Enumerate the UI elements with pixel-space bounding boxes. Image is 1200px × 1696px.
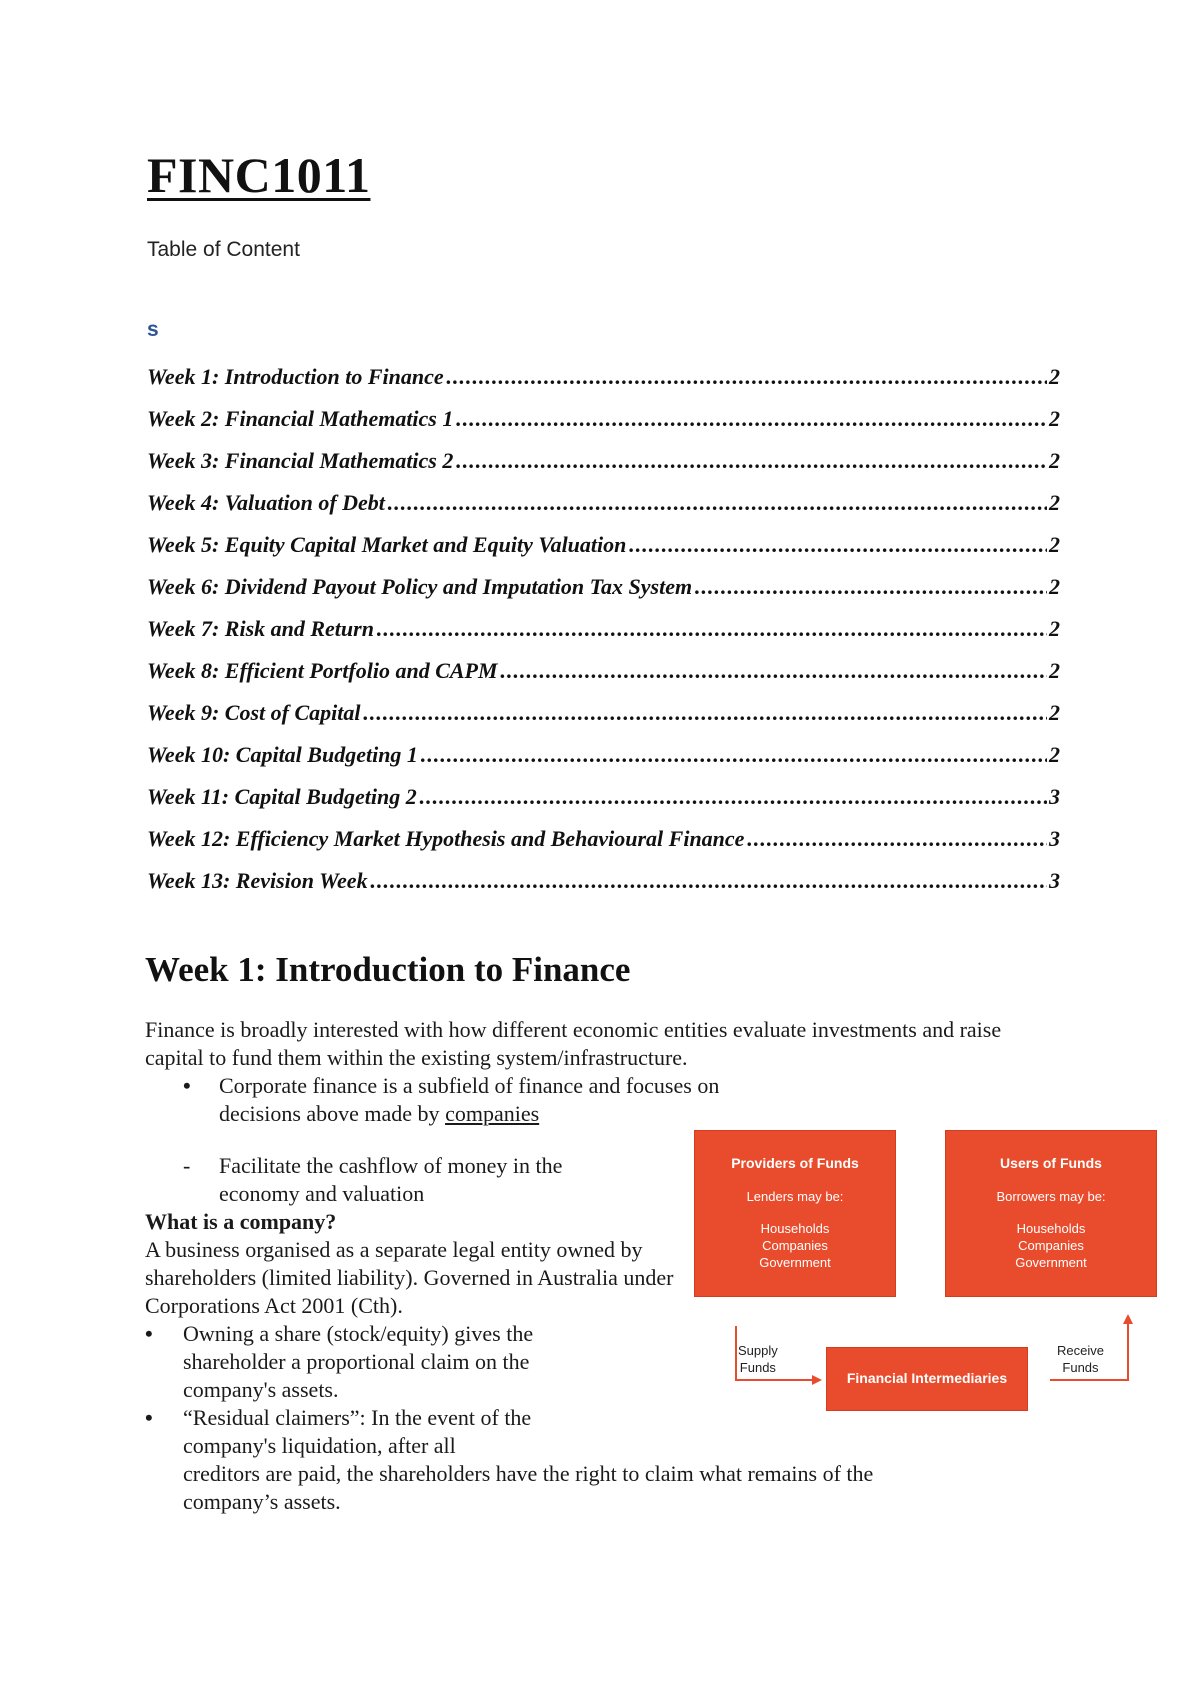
bullet-text [183, 1404, 923, 1516]
box-list-item: Households [1016, 1221, 1086, 1236]
box-list [695, 1220, 895, 1271]
toc-entry-week-2[interactable] [147, 406, 1060, 448]
supply-funds-label [738, 1342, 778, 1376]
toc-leader-dots [420, 742, 1047, 768]
box-list-item: Companies [1018, 1238, 1084, 1253]
toc-entry-label: Week 12: Efficiency Market Hypothesis and Behavioural Finance [147, 826, 745, 851]
toc-entry-page: 2 [1049, 406, 1060, 431]
toc-entry-page: 2 [1049, 448, 1060, 473]
bullet-text-line-1: “Residual claimers”: In the event of the company's liquidation, after all [183, 1405, 532, 1458]
receive-funds-label [1057, 1342, 1104, 1376]
toc-entry-week-5[interactable] [147, 532, 1060, 574]
toc-entry-week-8[interactable] [147, 658, 1060, 700]
toc-entry-label: Week 4: Valuation of Debt [147, 490, 385, 515]
toc-entry-label: Week 10: Capital Budgeting 1 [147, 742, 418, 767]
toc-entry-label: Week 6: Dividend Payout Policy and Imputation Tax System [147, 574, 693, 599]
toc-entry-label: Week 13: Revision Week [147, 868, 368, 893]
toc-entry-week-12[interactable] [147, 826, 1060, 868]
toc-leader-dots [376, 616, 1047, 642]
toc-entry-week-6[interactable] [147, 574, 1060, 616]
toc-entry-week-3[interactable] [147, 448, 1060, 490]
toc-entry-week-9[interactable] [147, 700, 1060, 742]
toc-leader-dots [628, 532, 1047, 558]
toc-entry-page: 3 [1049, 784, 1060, 809]
box-subtitle: Borrowers may be: [996, 1189, 1106, 1204]
toc-leader-dots [370, 868, 1047, 894]
toc-entry-week-4[interactable] [147, 490, 1060, 532]
dash-text: Facilitate the cashflow of money in the economy and valuation [219, 1153, 563, 1206]
toc-entry-label: Week 2: Financial Mathematics 1 [147, 406, 454, 431]
toc-entry-week-11[interactable] [147, 784, 1060, 826]
toc-heading: Table of Content [147, 238, 300, 261]
users-of-funds-box [945, 1130, 1157, 1297]
toc-leader-dots [419, 784, 1047, 810]
box-title: Users of Funds [1000, 1155, 1102, 1171]
toc-entry-page: 2 [1049, 742, 1060, 767]
toc-entry-page: 3 [1049, 826, 1060, 851]
toc-entry-page: 3 [1049, 868, 1060, 893]
label-line: Funds [1062, 1360, 1099, 1375]
dash-icon: - [183, 1153, 191, 1178]
toc-entry-page: 2 [1049, 490, 1060, 515]
document-title: FINC1011 [147, 147, 371, 203]
supply-arrowhead [812, 1375, 822, 1385]
bullet-text: Owning a share (stock/equity) gives the shareholder a proportional claim on the company's assets. [183, 1321, 534, 1402]
toc-entry-page: 2 [1049, 574, 1060, 599]
providers-of-funds-box [694, 1130, 896, 1297]
toc-entry-page: 2 [1049, 658, 1060, 683]
toc-leader-dots [500, 658, 1047, 684]
toc-leader-dots [746, 826, 1047, 852]
toc-entry-label: Week 8: Efficient Portfolio and CAPM [147, 658, 498, 683]
toc-leader-dots [387, 490, 1047, 516]
box-title: Financial Intermediaries [846, 1370, 1008, 1386]
label-line: Supply [738, 1343, 778, 1358]
toc-leader-dots [694, 574, 1047, 600]
box-list-item: Government [759, 1255, 831, 1270]
financial-intermediaries-box [826, 1347, 1028, 1411]
intro-paragraph: Finance is broadly interested with how different economic entities evaluate investments and raise capital to fund them within the existing system/infrastructure. [145, 1017, 1002, 1070]
bullet-icon: • [145, 1321, 153, 1346]
toc-leader-dots [455, 448, 1047, 474]
section-heading-week-1: Week 1: Introduction to Finance [145, 950, 631, 989]
toc-entry-page: 2 [1049, 616, 1060, 641]
company-definition: A business organised as a separate legal entity owned by shareholders (limited liability). Governed in Australia under Corporations Act 2001 (Cth). [145, 1237, 674, 1318]
toc-entry-week-7[interactable] [147, 616, 1060, 658]
subheading-what-is-company: What is a company? [145, 1209, 337, 1234]
toc-entry-label: Week 3: Financial Mathematics 2 [147, 448, 454, 473]
toc-entry-label: Week 11: Capital Budgeting 2 [147, 784, 417, 809]
box-subtitle: Lenders may be: [746, 1189, 844, 1204]
bullet-icon: • [183, 1073, 191, 1098]
toc-leader-dots [455, 406, 1047, 432]
box-list-item: Companies [762, 1238, 828, 1253]
label-line: Funds [739, 1360, 776, 1375]
toc-entry-week-1[interactable] [147, 364, 1060, 406]
box-list-item: Households [760, 1221, 830, 1236]
companies-link[interactable]: companies [445, 1101, 540, 1126]
toc-entry-label: Week 1: Introduction to Finance [147, 364, 444, 389]
toc-entry-page: 2 [1049, 700, 1060, 725]
toc-entry-label: Week 5: Equity Capital Market and Equity Valuation [147, 532, 627, 557]
bullet-icon: • [145, 1405, 153, 1430]
toc-heading-continuation: s [147, 318, 159, 341]
toc-entry-page: 2 [1049, 364, 1060, 389]
flow-of-funds-diagram [690, 1130, 1180, 1420]
label-line: Receive [1057, 1343, 1104, 1358]
bullet-text [219, 1072, 779, 1128]
toc-entry-page: 2 [1049, 532, 1060, 557]
toc-entry-label: Week 9: Cost of Capital [147, 700, 361, 725]
table-of-contents [147, 364, 1060, 910]
toc-entry-week-13[interactable] [147, 868, 1060, 910]
box-title: Providers of Funds [731, 1155, 859, 1171]
toc-entry-week-10[interactable] [147, 742, 1060, 784]
bullet-text-line-2: creditors are paid, the shareholders have the right to claim what remains of the company’s assets. [183, 1461, 874, 1514]
bullet-text-prefix: Corporate finance is a subfield of finance and focuses on decisions above made by [219, 1073, 720, 1126]
toc-leader-dots [362, 700, 1047, 726]
toc-entry-label: Week 7: Risk and Return [147, 616, 374, 641]
box-list [946, 1220, 1156, 1271]
receive-arrowhead [1123, 1314, 1133, 1324]
toc-leader-dots [446, 364, 1047, 390]
box-list-item: Government [1015, 1255, 1087, 1270]
